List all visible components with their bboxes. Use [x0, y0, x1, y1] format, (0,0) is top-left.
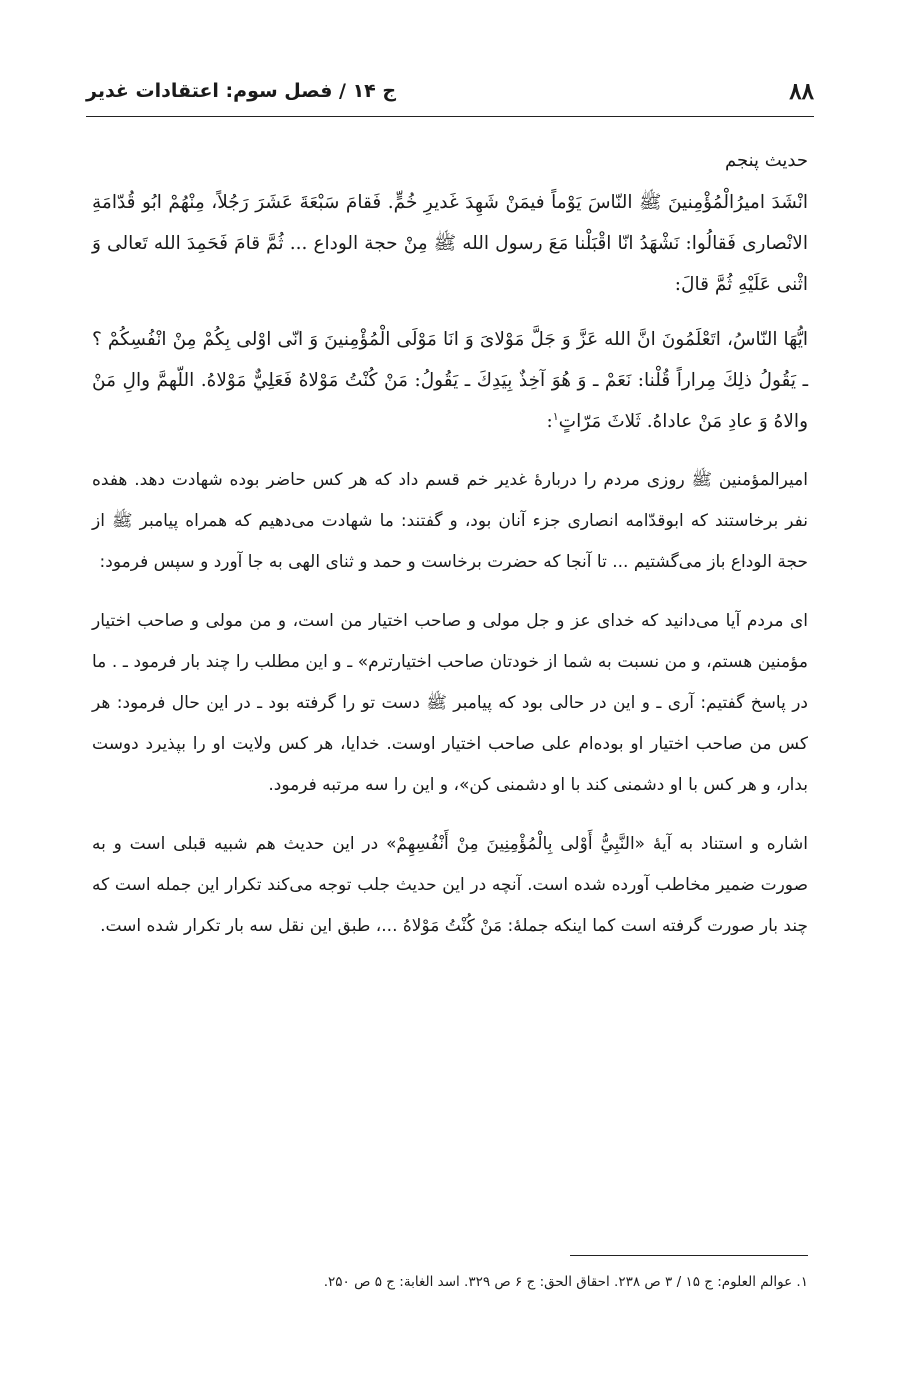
main-text [92, 148, 808, 947]
arabic-paragraph-2-end: : [546, 411, 553, 432]
persian-paragraph-3: اشاره و استناد به آيهٔ «النَّبِيُّ أَوْلى بِالْمُؤْمِنِينَ مِنْ أَنْفُسِهِمْ» در اين حديث هم شبيه قبلى است و به صورت ضمير مخاطب آورده شده است. آنچه در اين حديث جلب توجه مى‌كند تكرار اين جمله است كه چند بار صورت گرفته است كما اينكه جملهٔ: مَنْ كُنْتُ مَوْلاهُ ...، طبق اين نقل سه بار تكرار شده است. [92, 834, 808, 936]
persian-paragraph-1: اميرالمؤمنين ﷺ روزى مردم را دربارهٔ غدير خم قسم داد كه هر كس حاضر بوده شهادت دهد. هفده نفر برخاستند كه ابوقدّامه انصارى جزء آنان بود، و گفتند: ما شهادت مى‌دهيم كه همراه پيامبر ﷺ از حجة الوداع باز مى‌گشتيم ... تا آنجا كه حضرت برخاست و حمد و ثناى الهى به جا آورد و سپس فرمود: [92, 470, 808, 572]
page-number: ۸۸ [789, 78, 814, 105]
arabic-paragraph-2 [92, 319, 808, 442]
persian-paragraph-2: اى مردم آيا مى‌دانيد كه خداى عز و جل مولى و صاحب اختيار من است، و من مولى و صاحب اختيار مؤمنين هستم، و من نسبت به شما از خودتان صاحب اختيارترم» ـ و اين مطلب را چند بار فرمود ـ . ما در پاسخ گفتيم: آرى ـ و اين در حالى بود كه پيامبر ﷺ دست تو را گرفته بود ـ در اين حال فرمود: هر كس من صاحب اختيار او بوده‌ام على صاحب اختيار اوست. خدايا، هر كس ولايت او را بپذيرد دوست بدار، و هر كس با او دشمنى كند با او دشمنى كن»، و اين را سه مرتبه فرمود. [92, 611, 808, 795]
arabic-paragraph-1: انْشَدَ اميرُالْمُؤْمِنينَ ﷺ النّاسَ يَوْماً فيمَنْ شَهِدَ غَديرِ خُمٍّ. فَقامَ سَبْعَةَ عَشَرَ رَجُلاً، مِنْهُمْ ابُو قُدّامَةِ الانْصارى فَقالُوا: نَشْهَدُ انّا اقْبَلْنا مَعَ رسول الله ﷺ مِنْ حجة الوداع ... ثُمَّ قامَ فَحَمِدَ الله تَعالى وَ اثْنى عَلَيْهِ ثُمَّ قالَ: [92, 192, 808, 295]
running-title: ج ۱۴ / فصل سوم: اعتقادات غدیر [86, 80, 397, 102]
footnote: ۱. عوالم العلوم: ج ۱۵ / ۳ ص ۲۳۸. احقاق الحق: ج ۶ ص ۳۲۹. اسد الغابة: ج ۵ ص ۲۵۰. [323, 1274, 808, 1290]
footnote-divider [570, 1255, 808, 1256]
arabic-paragraph-2-text: ايُّهَا النّاسُ، اتَعْلَمُونَ انَّ الله عَزَّ وَ جَلَّ مَوْلاىَ وَ انَا مَوْلَى الْمُؤْمِنينَ وَ انّى اوْلى بِكُمْ مِنْ انْفُسِكُمْ ؟ـ يَقُولُ ذلِكَ مِراراً قُلْنا: نَعَمْ ـ وَ هُوَ آخِذٌ بِيَدِكَ ـ يَقُولُ: مَنْ كُنْتُ مَوْلاهُ فَعَلِيٌّ مَوْلاهُ. اللّهمَّ والِ مَنْ والاهُ وَ عادِ مَنْ عاداهُ. ثَلاثَ مَرّاتٍ [92, 329, 808, 432]
page-header [86, 72, 814, 117]
section-heading: حديث پنجم [724, 150, 808, 171]
footnote-reference: ۱ [552, 409, 559, 423]
